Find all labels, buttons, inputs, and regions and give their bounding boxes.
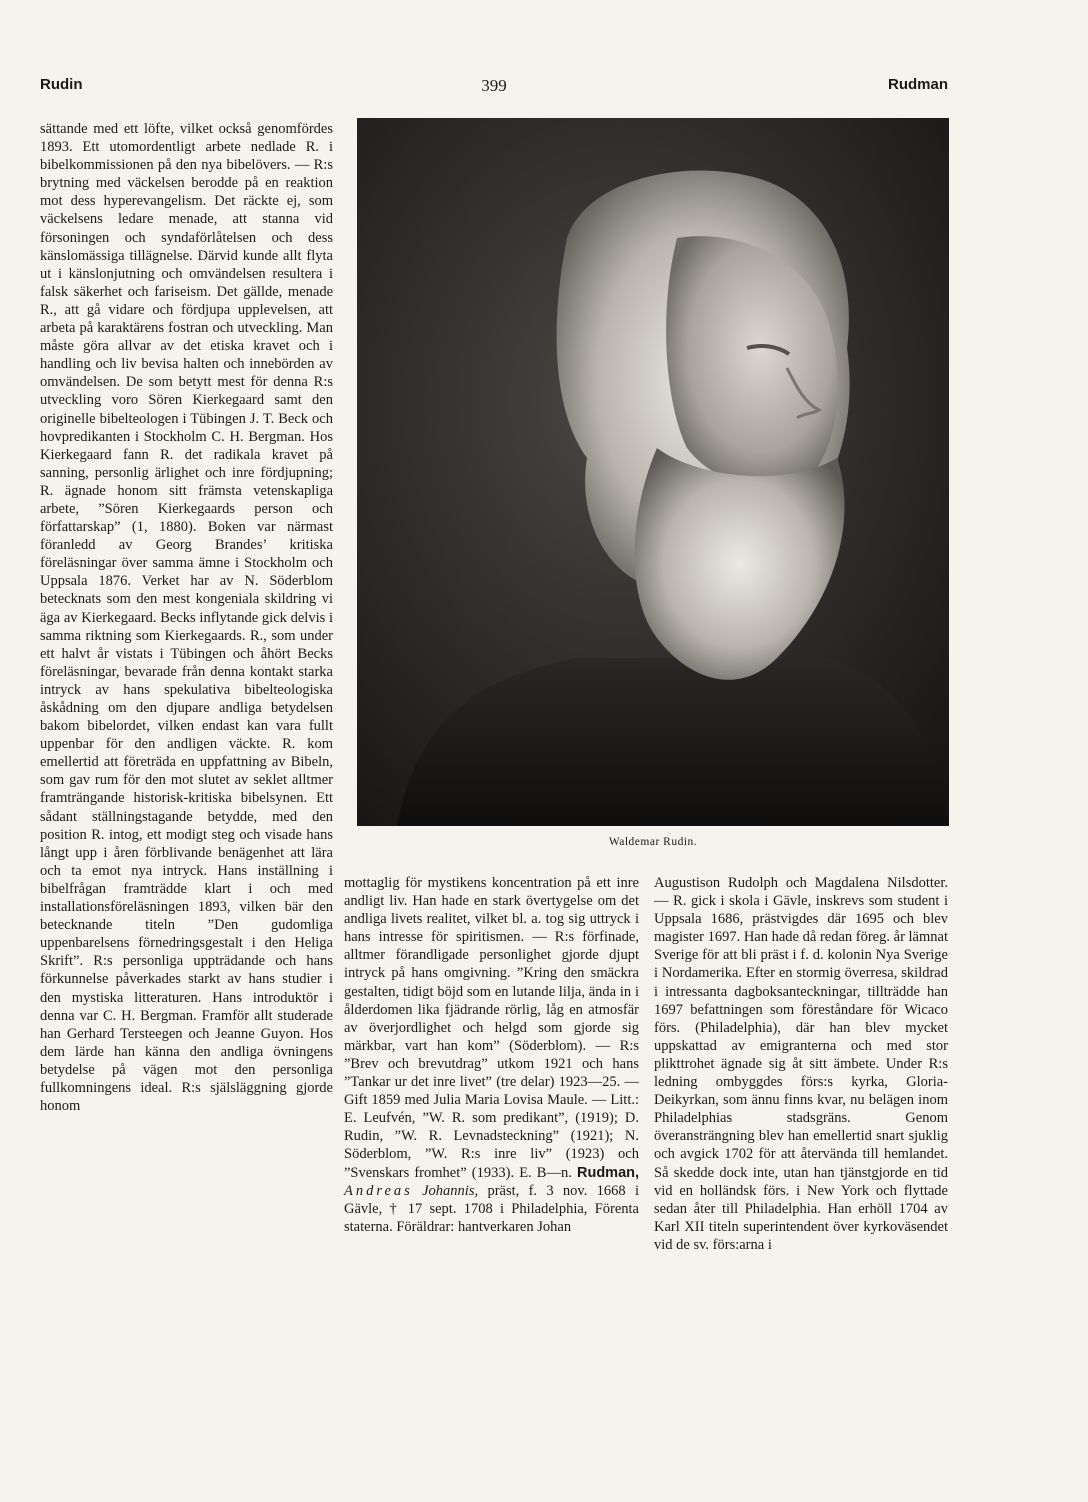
text-column-left: [40, 120, 333, 1380]
column-middle-main: mottaglig för mystikens koncentration på ett inre andligt liv. Han hade en stark övertygelse om det andliga livets realitet, vilket bl. a. tog sig uttryck i hans intresse för spiritismen. — R:s förfinade, alltmer förandligade personlighet gjorde djupt intryck på hans omgivning. ”Kring den smäckra gestalten, tidigt böjd som en lutande lilja, ända in i ålderdomen lika fjädrande rörlig, låg en atmosfär av överjordlighet och helgd som gjorde sig märkbar, vart han kom” (Söderblom). — R:s ”Brev och brevutdrag” utkom 1921 och hans ”Tankar ur det inre livet” (tre delar) 1923—25. — Gift 1859 med Julia Maria Lovisa Maule. — Litt.: E. Leufvén, ”W. R. som predikant”, (1919); D. Rudin, ”W. R. Levnadsteckning” (1921); N. Söderblom, ”W. R:s inre liv” (1923) och ”Svenskars fromhet” (1933). E. B—n.: [344, 875, 639, 1181]
column-left-text: sättande med ett löfte, vilket också genomfördes 1893. Ett utomordentligt arbete nedlade R. i bibelkommissionen på den nya bibelövers. — R:s brytning med väckelsen berodde på en reaktion mot dess hyperevangelism. Det räckte ej, som väckelsens ledare menade, att stanna vid försoningen och syndaförlåtelsen och dess känslomässiga tillägnelse. Därvid kunde allt flyta ut i känslonjutning och omvändelsen resultera i falsk säkerhet och fariseism. Det gällde, menade R., att gå vidare och fördjupa upplevelsen, att arbeta på karaktärens fostran och utveckling. Man måste göra allvar av det etiska kravet och i handling och liv bevisa halten och innebörden av omvändelsen. De som betytt mest för denna R:s utveckling voro Sören Kierkegaard samt den originelle bibelteologen i Tübingen J. T. Beck och hovpredikanten i Stockholm C. H. Bergman. Hos Kierkegaard fann R. det radikala kravet på sanning, personlig ärlighet och inre fördjupning; R. ägnade honom sitt främsta vetenskapliga arbete, ”Sören Kierkegaards person och författarskap” (1, 1880). Boken var närmast föranledd av Georg Brandes’ kritiska föreläsningar över samma ämne i Stockholm och Uppsala 1876. Verket har av N. Söderblom betecknats som den mest kongeniala skildring vi äga av Kierkegaard. Becks inflytande gick delvis i samma riktning som Kierkegaards. R., som under ett halvt år vistats i Tübingen och åhört Becks föreläsningar, bevarade från denna kontakt starka intryck av hans spekulativa bibelteologiska åskådning om den djupare andliga betydelsen bakom bibelordet, vilken endast kan vara fullt uppenbar för den andligen väckte. R. kom emellertid att företräda en uppfattning av Bibeln, som gav rum för den mot slutet av seklet alltmer framträngande historisk-kritiska bibelsynen. Ett sådant ställningstagande betydde, med den position R. intog, ett modigt steg och visade hans långt upp i åren förblivande benägenhet att lära och ta emot nya intryck. Hans inställning i bibelfrågan framträdde klart i och med installationsföreläsningen 1893, vilken bär den betecknande titeln ”Den gudomliga uppenbarelsens förnedringsgestalt i den Heliga Skrift”. R:s personliga uppträdande och hans förkunnelse påverkades starkt av hans studier i den mystiska litteraturen. Hans introduktör i denna var C. H. Bergman. Framför allt studerade han Gerhard Tersteegen och Jeanne Guyon. Hos dem lärde han känna den andliga övningens betydelse på vägen mot den personliga fullkomningens ideal. R:s själsläggning gjorde honom: [40, 121, 333, 1115]
text-column-right: [654, 874, 948, 1374]
entry-lemma: Rudman,: [576, 1164, 640, 1181]
entry-given-name: Andreas: [344, 1182, 413, 1199]
portrait-illustration: [357, 118, 949, 826]
column-middle-text: [344, 874, 639, 1236]
portrait-photo: [357, 118, 949, 826]
figure-caption: Waldemar Rudin.: [608, 836, 698, 848]
entry-text: präst, f. 3 nov. 1668 i Gävle, † 17 sept. 1708 i Philadelphia, Förenta staterna. Föräldrar: hantverkaren Johan: [344, 1182, 640, 1235]
running-header: [40, 76, 948, 100]
text-column-middle: [344, 874, 639, 1374]
right-headword: Rudman: [888, 76, 948, 93]
page-number: 399: [481, 76, 507, 95]
column-right-text: Augustison Rudolph och Magdalena Nilsdotter. — R. gick i skola i Gävle, inskrevs som student i Uppsala 1686, prästvigdes där 1695 och blev magister 1697. Han hade då redan föreg. år lämnat Sverige för att bli präst i f. d. kolonin Nya Sverige i Nordamerika. Efter en stormig överresa, skildrad i intressanta dagboksanteckningar, tillträdde han 1697 befattningen som föreståndare för Wicaco förs. (Philadelphia), där han blev mycket uppskattad av emigranterna och med stor plikttrohet ägnade sig åt sitt ämbete. Under R:s ledning ombyggdes förs:s kyrka, Gloria-Deikyrkan, som ännu finns kvar, nu belägen inom Philadelphias stadsgräns. Genom överansträngning blev han emellertid snart sjuklig och avgick 1702 för att återvända till hemlandet. Så skedde dock inte, utan han tjänstgjorde en tid vid en holländsk förs. i New York och flyttade sedan åter till Philadelphia. Han erhöll 1704 av Karl XII titeln superintendent över kyrkoväsendet vid de sv. förs:arna i: [654, 875, 948, 1253]
left-headword: Rudin: [40, 76, 83, 93]
entry-second-name: Johannis,: [422, 1182, 479, 1199]
